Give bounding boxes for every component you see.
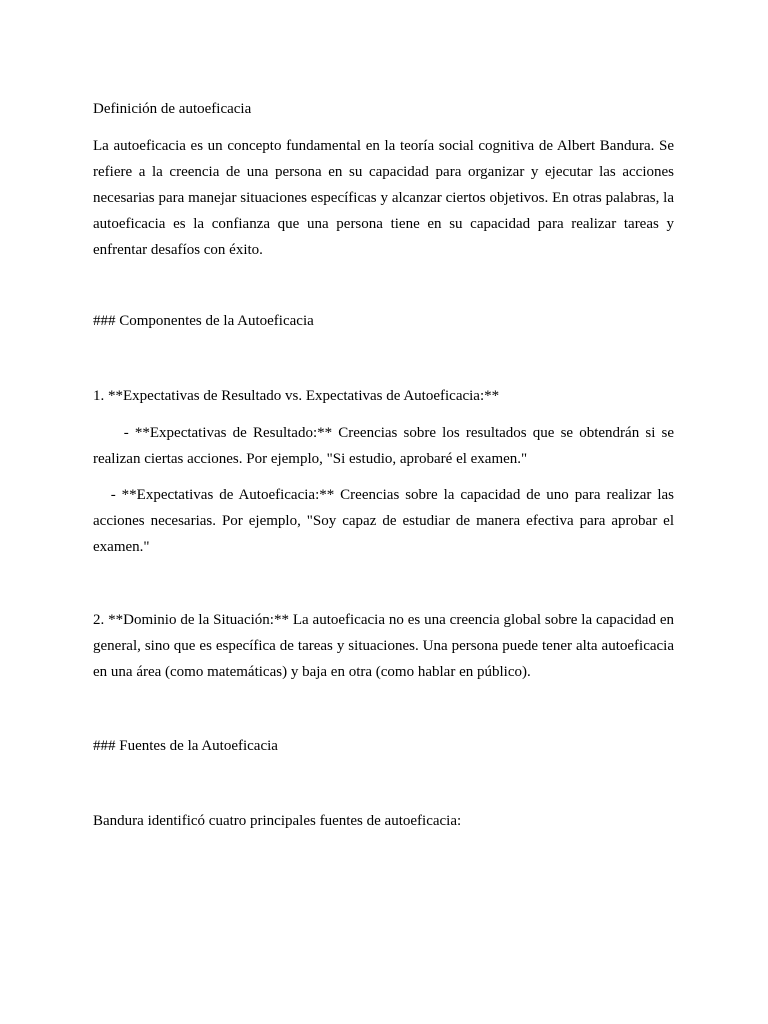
components-heading: ### Componentes de la Autoeficacia — [93, 313, 314, 329]
item2-paragraph: 2. **Dominio de la Situación:** La autoeficacia no es una creencia global sobre la capacidad en general, sino que es específica de tareas y situaciones. Una persona puede tener alta autoeficacia en una área (como matemáticas) y baja en otra (como hablar en público). — [93, 612, 674, 680]
document-title: Definición de autoeficacia — [93, 101, 252, 117]
intro-paragraph: La autoeficacia es un concepto fundamental en la teoría social cognitiva de Albert Bandura. Se refiere a la creencia de una persona en su capacidad para organizar y ejecutar las acciones necesarias para manejar situaciones específicas y alcanzar ciertos objetivos. En otras palabras, la autoeficacia es la confianza que una persona tiene en su capacidad para realizar tareas y enfrentar desafíos con éxito. — [93, 138, 674, 258]
sources-heading: ### Fuentes de la Autoeficacia — [93, 738, 278, 754]
item1-title: 1. **Expectativas de Resultado vs. Expectativas de Autoeficacia:** — [93, 388, 500, 404]
item1-sub1-paragraph: - **Expectativas de Resultado:** Creencias sobre los resultados que se obtendrán si se realizan ciertas acciones. Por ejemplo, "Si estudio, aprobaré el examen." — [93, 425, 678, 467]
sources-intro: Bandura identificó cuatro principales fuentes de autoeficacia: — [93, 813, 462, 829]
item1-sub2-paragraph: - **Expectativas de Autoeficacia:** Creencias sobre la capacidad de uno para realizar las acciones necesarias. Por ejemplo, "Soy capaz de estudiar de manera efectiva para aprobar el examen." — [93, 487, 678, 555]
